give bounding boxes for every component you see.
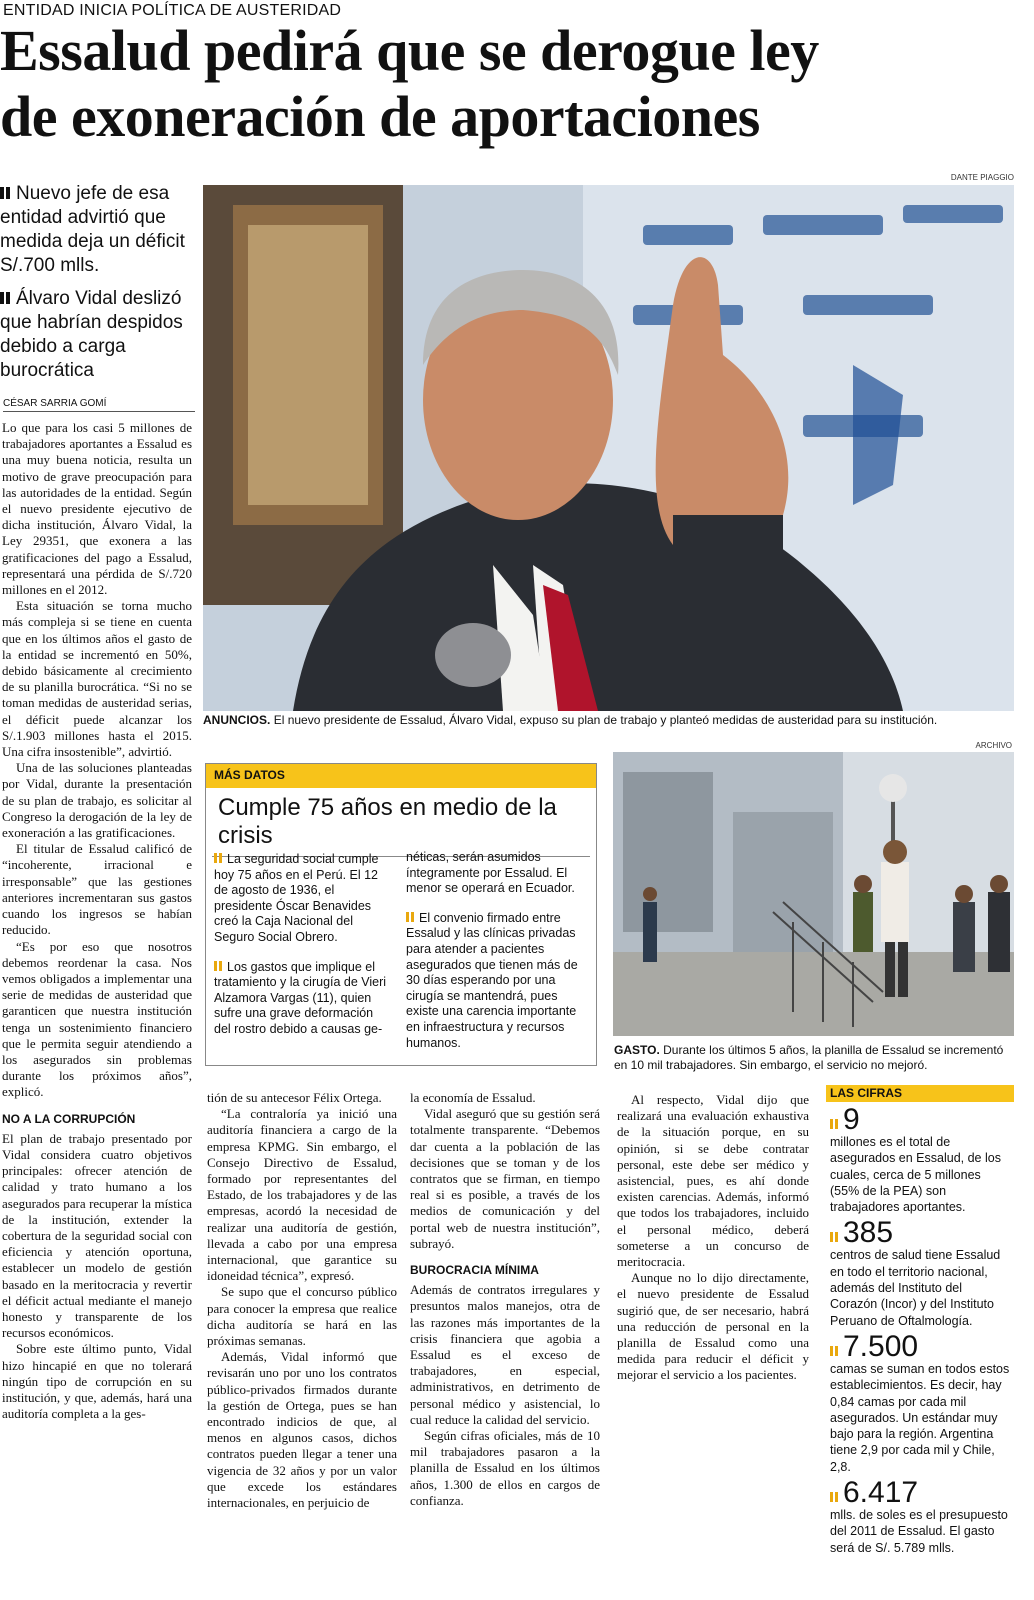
- main-photo-illustration: [203, 185, 1014, 711]
- bullet-icon: [0, 187, 11, 199]
- mas-datos-title: Cumple 75 años en medio de la crisis: [212, 788, 590, 857]
- paragraph: El plan de trabajo presentado por Vidal considera cuatro objetivos principales: ofrecer atención de calidad y trato humano a los asegurados para recuperar la mística de la institución, extender la cobertura de la seguridad social con eficiencia y atención oportuna, establecer un modelo de gestión basado en la meritocracia y revertir el déficit actual mediante el manejo honesto y transparente de los recursos económicos.: [2, 1130, 192, 1341]
- paragraph: la economía de Essalud.: [410, 1090, 536, 1105]
- paragraph: “Es por eso que nosotros debemos reordenar la casa. Nos vemos obligados a implementar una serie de medidas de austeridad que garanticen que nuestra institución tenga un sostenimiento financiero que le permita seguir atendiendo a los asegurados sin problemas durante los próximos años”, explicó.: [2, 938, 192, 1100]
- las-cifras-box: [826, 1085, 1014, 1589]
- paragraph: Además de contratos irregulares y presuntos malos manejos, otra de las razones más importantes de la crisis financiera que agobia a Essalud es el exceso de trabajadores, en especial, administrativos, en detrimento de personal médico y asistencial, lo cual reduce la calidad del servicio.: [410, 1282, 600, 1427]
- list-item-continued: néticas, serán asumidos íntegramente por Essalud. El menor se operará en Ecuador.: [406, 850, 575, 896]
- cifra-text: mlls. de soles es el presupuesto del 2011 de Essalud. El gasto será de S/. 5.789 mlls.: [830, 1508, 1008, 1555]
- cifra-figure: 9: [830, 1106, 1010, 1134]
- summary-1: Nuevo jefe de esa entidad advirtió que medida deja un déficit S/.700 mlls.: [0, 183, 185, 276]
- photo-credit: ARCHIVO: [975, 741, 1012, 750]
- paragraph: Vidal aseguró que su gestión será totalmente transparente. “Debemos dar cuenta a la población de las decisiones que se toman y de los contratos que se firman, en tiempo real si es posible, a través de los medios de comunicación y del portal web de nuestra institución”, subrayó.: [410, 1106, 600, 1251]
- photo-caption-1: ANUNCIOS. El nuevo presidente de Essalud, Álvaro Vidal, expuso su plan de trabajo y planteó medidas de austeridad para su institución.: [203, 713, 938, 727]
- headline-line-1: Essalud pedirá que se derogue ley: [0, 18, 819, 83]
- bullet-icon: [830, 1119, 839, 1129]
- list-item: Los gastos que implique el tratamiento y la cirugía de Vieri Alzamora Vargas (11), quien sufre una grave deformación del rostro debido a causas ge-: [214, 959, 387, 1036]
- paragraph: Lo que para los casi 5 millones de trabajadores aportantes a Essalud es una muy buena noticia, resulta un motivo de grave preocupación para las autoridades de la entidad. Según el nuevo presidente ejecutivo de dicha institución, Álvaro Vidal, la Ley 29351, que exonera a las gratificaciones del pago a Essalud, representará una pérdida de S/.720 millones en el 2012.: [2, 420, 192, 598]
- paragraph: Según cifras oficiales, más de 10 mil trabajadores pasaron a la planilla de Essalud en los últimos años, 1.300 de ellos en cargos de confianza.: [410, 1428, 600, 1508]
- cifra-figure: 385: [830, 1219, 1010, 1247]
- las-cifras-label: LAS CIFRAS: [826, 1085, 1014, 1102]
- article-column-3: [410, 1090, 600, 1509]
- list-item: El convenio firmado entre Essalud y las clínicas privadas para atender a pacientes asegurados que tienen más de 30 días esperando por una cirugía se mantendrá, pues existe una carencia importante en infraestructura y recursos humanos.: [406, 910, 578, 1050]
- article-column-1: [2, 420, 192, 1422]
- mas-datos-label: MÁS DATOS: [206, 764, 596, 788]
- cifra-figure: 6.417: [830, 1479, 1010, 1507]
- kicker: ENTIDAD INICIA POLÍTICA DE AUSTERIDAD: [3, 2, 342, 19]
- summary-2: Álvaro Vidal deslizó que habrían despidos debido a carga burocrática: [0, 288, 183, 381]
- cifra-figure: 7.500: [830, 1333, 1010, 1361]
- paragraph: “La contraloría ya inició una auditoría financiera a cargo de la empresa KPMG. Sin embargo, el Consejo Directivo de Essalud, formado por representantes del Estado, de los trabajadores y de las empresas, acordó la necesidad de realizar una auditoría de gestión, llevada a cabo por una empresa internacional, que garantice su idoneidad técnica”, expresó.: [207, 1106, 397, 1284]
- photo-credit: DANTE PIAGGIO: [950, 173, 1014, 182]
- bullet-icon: [830, 1232, 839, 1242]
- secondary-photo-illustration: [613, 752, 1014, 1036]
- bullet-icon: [0, 292, 11, 304]
- cifra-text: centros de salud tiene Essalud en todo el territorio nacional, además del Instituto del Corazón (Incor) y del Instituto Peruano de Oftalmología.: [830, 1248, 1001, 1328]
- cifra-item: [830, 1476, 1010, 1556]
- mas-datos-col-left: [214, 852, 392, 1038]
- list-item: La seguridad social cumple hoy 75 años en el Perú. El 12 de agosto de 1936, el presidente Óscar Benavides creó la Caja Nacional del Seguro Social Obrero.: [214, 852, 379, 944]
- article-column-2: [207, 1090, 397, 1511]
- cifra-text: millones es el total de asegurados en Essalud, de los cuales, cerca de 5 millones (55% de la PEA) son trabajadores aportantes.: [830, 1135, 1001, 1215]
- photo-caption-2: GASTO. Durante los últimos 5 años, la planilla de Essalud se incrementó en 10 mil trabajadores. Sin embargo, el servicio no mejoró.: [614, 1043, 1004, 1072]
- bullet-icon: [214, 961, 223, 971]
- paragraph: Se supo que el concurso público para conocer la empresa que realice dicha auditoría se hará en las próximas semanas.: [207, 1284, 397, 1349]
- headline-line-2: de exoneración de aportaciones: [0, 84, 760, 149]
- cifra-item: [830, 1216, 1010, 1328]
- mas-datos-box: [205, 763, 597, 1066]
- paragraph: Al respecto, Vidal dijo que realizará una evaluación exhaustiva de la situación porque, en su opinión, si se debe contratar personal, este debe ser médico y asistencial, pues, es ahí donde existen carencias. Además, informó que todos los trabajadores, incluido el personal médico, deberá someterse a un concurso de meritocracia.: [617, 1092, 809, 1270]
- paragraph: Aunque no lo dijo directamente, el nuevo presidente de Essalud sugirió que, de ser necesario, habrá una reducción de personal en la planilla de Essalud como una medida para reducir el déficit y mejorar el servicio a los pacientes.: [617, 1270, 809, 1383]
- mas-datos-col-right: [406, 850, 584, 1051]
- cifras-list: [826, 1102, 1014, 1556]
- bullet-icon: [830, 1346, 839, 1356]
- headline: [0, 18, 1034, 150]
- bullet-icon: [830, 1492, 839, 1502]
- paragraph: Una de las soluciones planteadas por Vidal, durante la presentación de su plan de trabajo, es solicitar al Congreso la derogación de la ley de exoneración a las gratificaciones.: [2, 760, 192, 841]
- bullet-icon: [214, 853, 223, 863]
- subheading-burocracia: BUROCRACIA MÍNIMA: [410, 1263, 539, 1278]
- cifra-item: [830, 1103, 1010, 1215]
- article-column-4: [617, 1092, 809, 1384]
- cifra-text: camas se suman en todos estos establecimientos. Es decir, hay 0,84 camas por cada mil asegurados. Un estándar muy bajo para la región. Argentina tiene 2,9 por cada mil y Chile, 2,8.: [830, 1361, 1010, 1474]
- paragraph: tión de su antecesor Félix Ortega.: [207, 1090, 382, 1105]
- paragraph: Esta situación se torna mucho más compleja si se tiene en cuenta que en los últimos años el gasto de la entidad se incrementó en 50%, debido básicamente al crecimiento de su planilla burocrática. “Si no se toman medidas de austeridad serias, el déficit puede alcanzar los S/.1.903 millones hasta el 2015. Una cifra insostenible”, advirtió.: [2, 598, 192, 760]
- paragraph: Sobre este último punto, Vidal hizo hincapié en que no tolerará ningún tipo de corrupción en su institución, y que, además, hará una auditoría completa a la ges-: [2, 1341, 192, 1422]
- paragraph: Además, Vidal informó que revisarán uno por uno los contratos público-privados firmados durante la gestión de Ortega, pues se han encontrado indicios de que, al menos en algunos casos, dichos contratos pueden llegar a tener una vigencia de 32 años y por un valor que excede los estándares internacionales, en perjuicio de: [207, 1349, 397, 1511]
- bullet-icon: [406, 912, 415, 922]
- main-photo: [203, 185, 1014, 711]
- cifra-item: [830, 1329, 1010, 1475]
- secondary-photo: [613, 752, 1014, 1036]
- paragraph: El titular de Essalud calificó de “incoherente, irracional e irresponsable” que las gestiones anteriores incrementaran sus gastos cuando los ingresos se habían reducido.: [2, 841, 192, 938]
- subheading-corrupcion: NO A LA CORRUPCIÓN: [2, 1111, 136, 1126]
- byline: CÉSAR SARRIA GOMÍ: [3, 398, 195, 412]
